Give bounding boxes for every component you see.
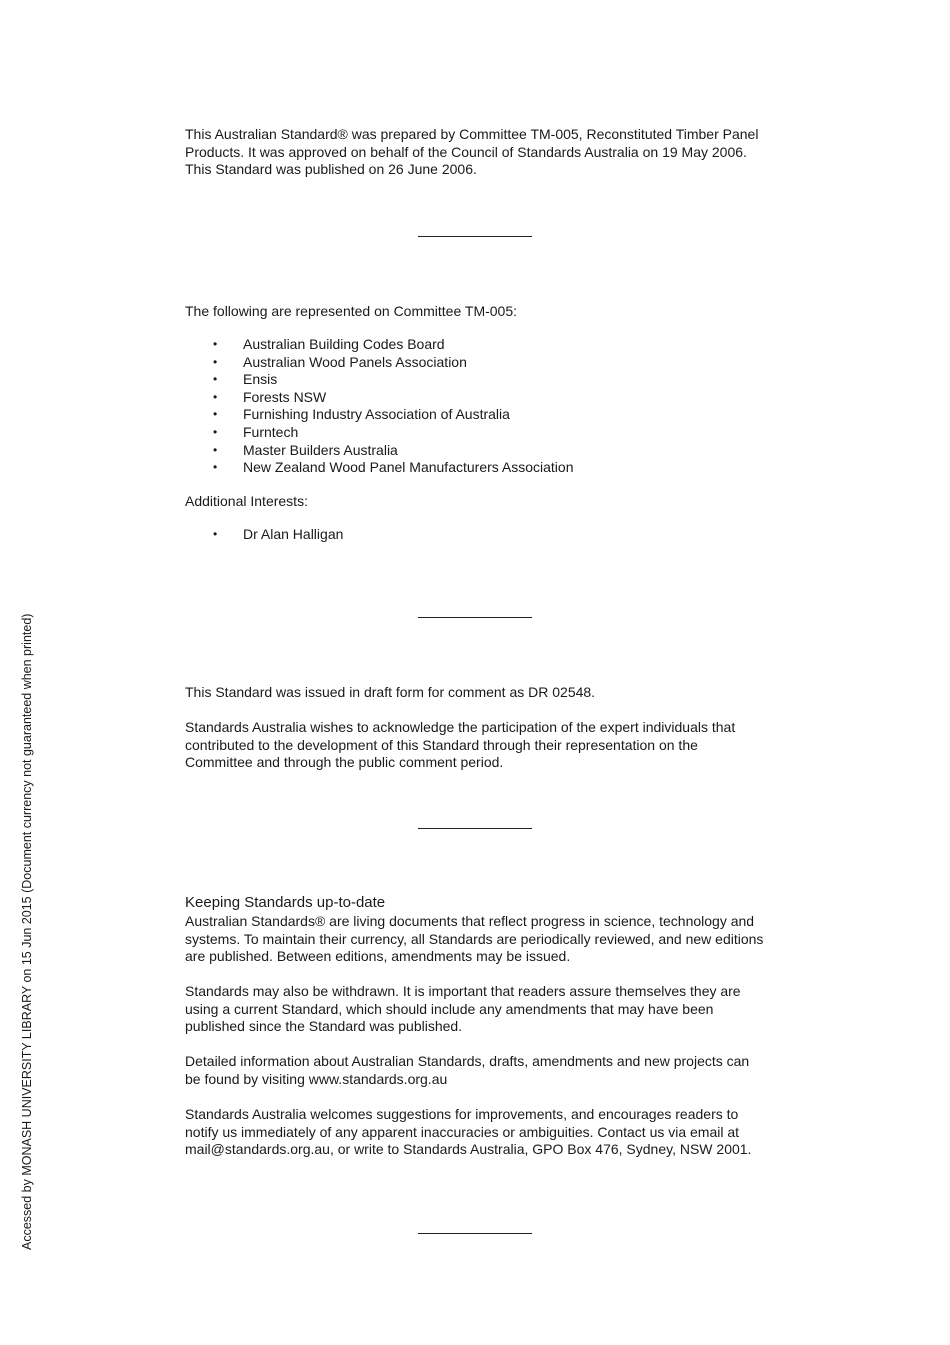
acknowledgement-paragraph [185,719,775,772]
preparation-paragraph [185,126,775,179]
access-watermark: Accessed by MONASH UNIVERSITY LIBRARY on 15 Jun 2015 (Document currency not guaranteed when printed) [20,613,34,1250]
bullet-icon: • [213,354,218,369]
bullet-icon: • [213,527,218,541]
acknowledgement-line: Committee and through the public comment period. [185,754,504,770]
list-item: • New Zealand Wood Panel Manufacturers Association [213,459,574,476]
bullet-icon: • [213,372,218,387]
list-item: • Ensis [213,371,278,388]
list-item: • Furnishing Industry Association of Australia [213,406,510,423]
bullet-icon: • [213,337,218,351]
bullet-icon: • [213,424,218,439]
bullet-icon: • [213,389,218,404]
section-heading: Keeping Standards up-to-date [185,894,386,911]
committee-intro: The following are represented on Committee TM-005: [185,303,518,319]
committee-member-list [185,336,573,477]
preparation-line: Products. It was approved on behalf of the Council of Standards Australia on 19 May 2006. [185,143,747,160]
section-divider [418,236,532,237]
keeping-paragraph-4: Standards Australia welcomes suggestions for improvements, and encourages readers to notify us immediately of any apparent inaccuracies or ambiguities. Contact us via email at mail@standards.org.au, or write to Standards Australia, GPO Box 476, Sydney, NSW 2001. [185,1106,752,1157]
acknowledgement-line: Standards Australia wishes to acknowledge the participation of the expert individuals that [185,719,736,735]
list-item: • Forests NSW [213,388,327,405]
acknowledgement-line: contributed to the development of this Standard through their representation on the [185,736,698,753]
bullet-icon: • [213,442,218,457]
additional-interests-label: Additional Interests: [185,493,308,509]
keeping-paragraph-1: Australian Standards® are living documents that reflect progress in science, technology and systems. To maintain their currency, all Standards are periodically reviewed, and new editions are published. Between editions, amendments may be issued. [185,913,764,964]
section-divider [418,617,532,618]
list-item: • Australian Wood Panels Association [213,353,467,370]
list-item: • Furntech [213,423,299,440]
keeping-paragraph-3: Detailed information about Australian Standards, drafts, amendments and new projects can be found by visiting www.standards.org.au [185,1053,750,1087]
bullet-icon: • [213,407,218,422]
bullet-icon: • [213,460,218,475]
list-item: • Australian Building Codes Board [213,336,445,352]
draft-issued-paragraph: This Standard was issued in draft form for comment as DR 02548. [185,684,596,700]
list-item: • Dr Alan Halligan [213,526,344,542]
preparation-line: This Australian Standard® was prepared by Committee TM-005, Reconstituted Timber Panel [185,126,759,142]
preparation-line: This Standard was published on 26 June 2006. [185,161,477,177]
keeping-paragraph-2: Standards may also be withdrawn. It is important that readers assure themselves they are using a current Standard, which should include any amendments that may have been published since the Standard was published. [185,983,741,1034]
list-item: • Master Builders Australia [213,441,398,458]
section-divider [418,1233,532,1234]
additional-interests-list [185,526,343,544]
section-divider [418,828,532,829]
